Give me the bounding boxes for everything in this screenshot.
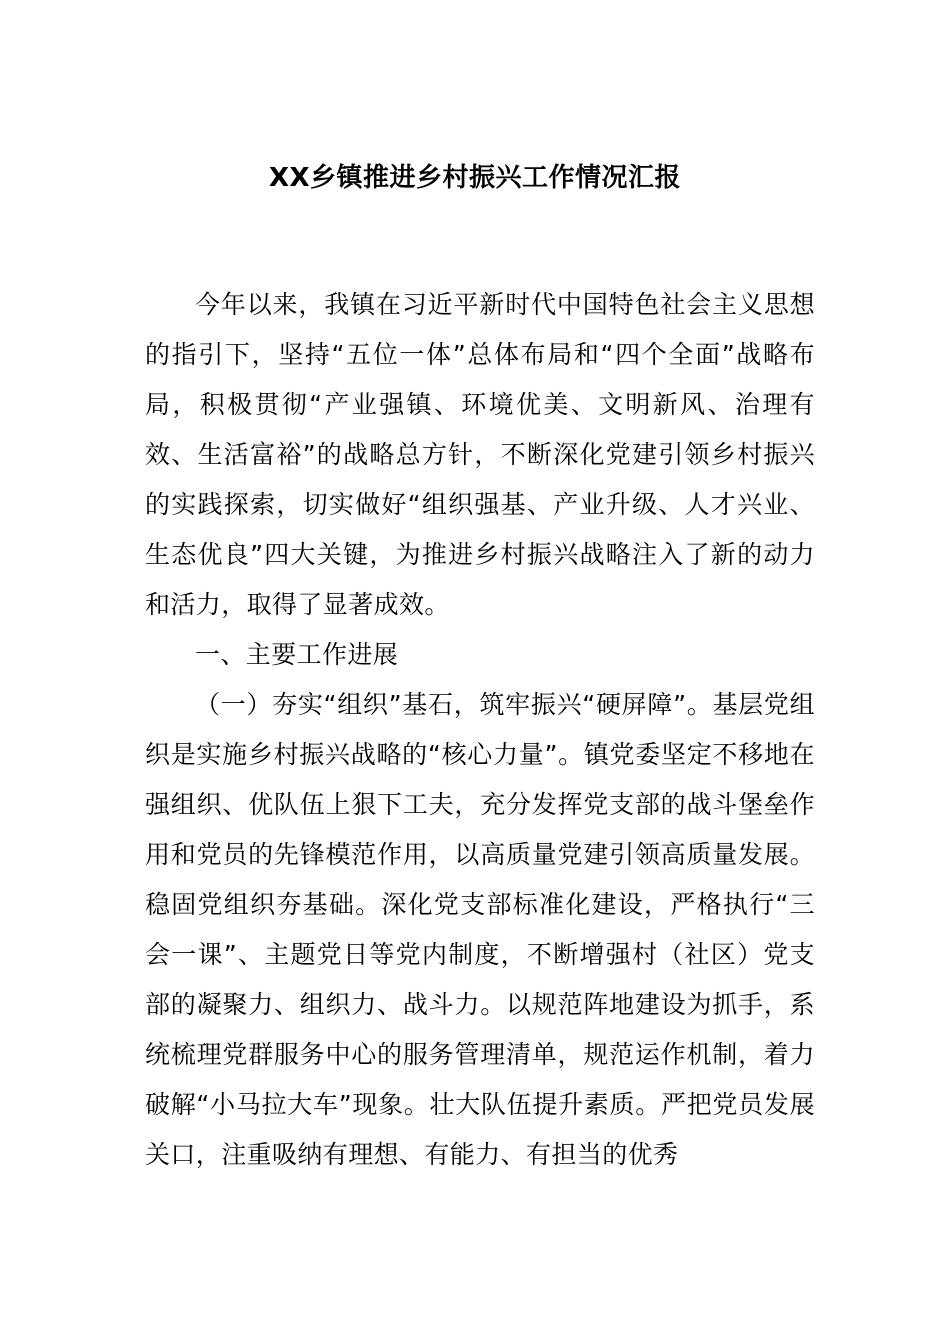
body-paragraph: （一）夯实“组织”基石，筑牢振兴“硬屏障”。基层党组织是实施乡村振兴战略的“核心力量”。镇党委坚定不移地在强组织、优队伍上狠下工夫，充分发挥党支部的战斗堡垒作用和党员的先锋模范作用，以高质量党建引领高质量发展。稳固党组织夯基础。深化党支部标准化建设，严格执行“三会一课”、主题党日等党内制度，不断增强村（社区）党支部的凝聚力、组织力、战斗力。以规范阵地建设为抓手，系统梳理党群服务中心的服务管理清单，规范运作机制，着力破解“小马拉大车”现象。壮大队伍提升素质。严把党员发展关口，注重吸纳有理想、有能力、有担当的优秀 — [145, 690, 815, 1169]
section-heading: 一、主要工作进展 — [195, 640, 399, 669]
intro-paragraph: 今年以来，我镇在习近平新时代中国特色社会主义思想的指引下，坚持“五位一体”总体布局和“四个全面”战略布局，积极贯彻“产业强镇、环境优美、文明新风、治理有效、生活富裕”的战略总方针，不断深化党建引领乡村振兴的实践探索，切实做好“组织强基、产业升级、人才兴业、生态优良”四大关键，为推进乡村振兴战略注入了新的动力和活力，取得了显著成效。 — [145, 290, 815, 619]
document-title: XX乡镇推进乡村振兴工作情况汇报 — [268, 163, 682, 193]
document-body — [145, 280, 815, 1180]
